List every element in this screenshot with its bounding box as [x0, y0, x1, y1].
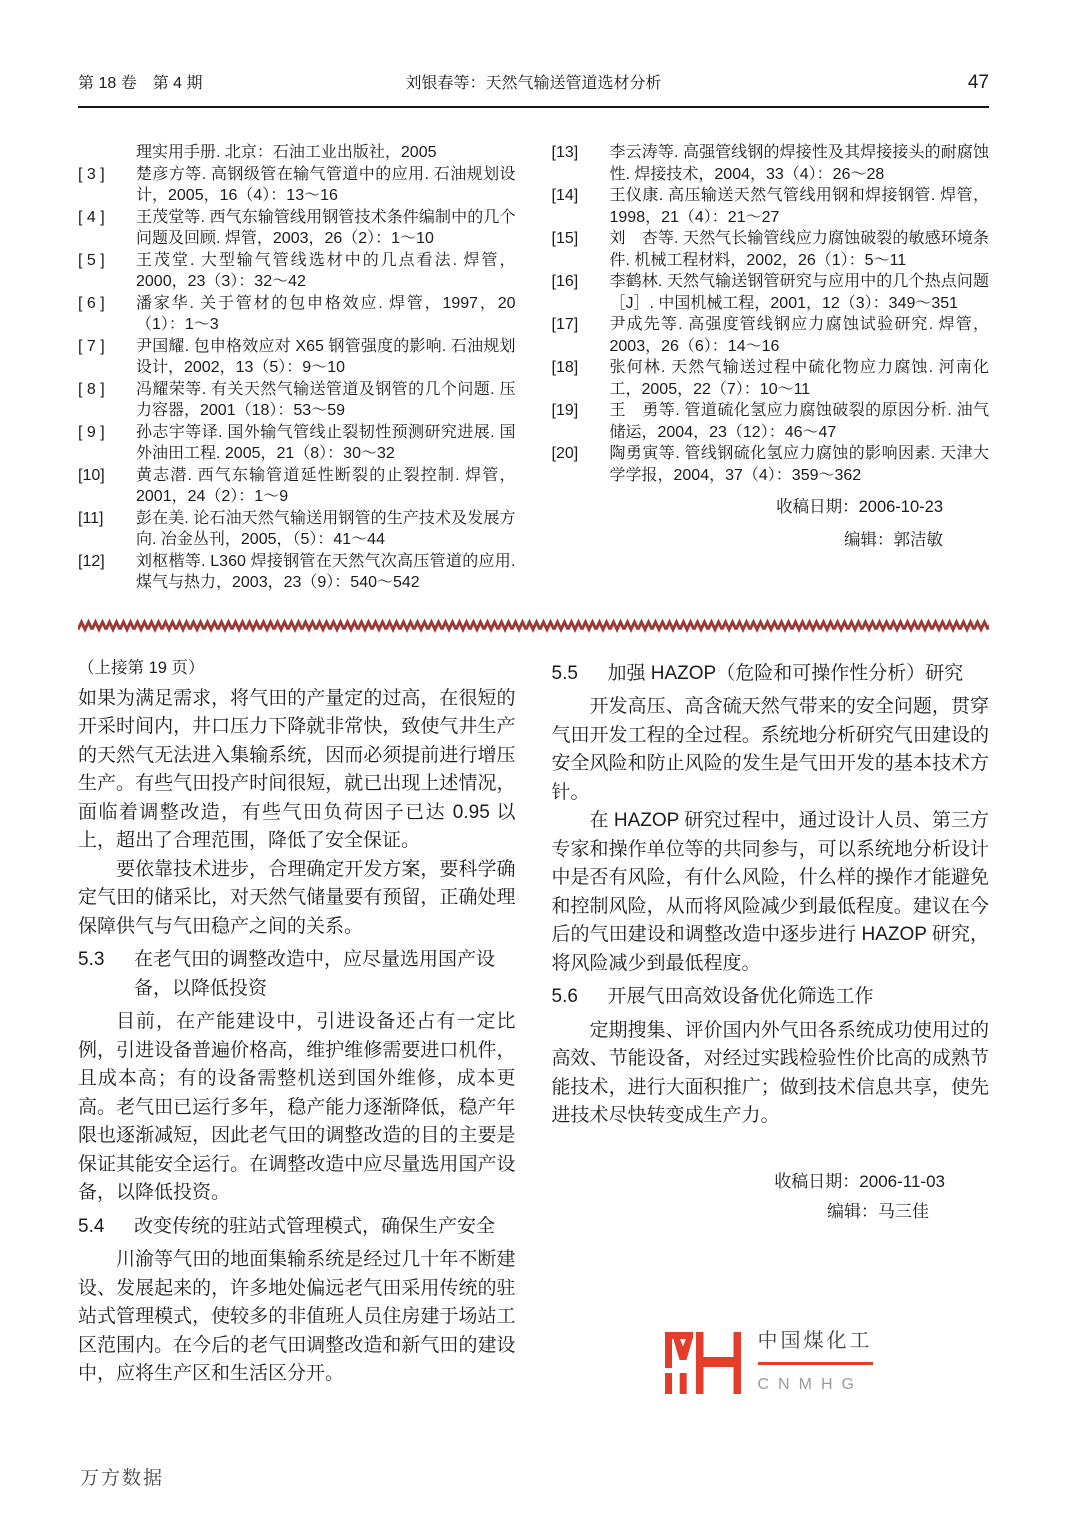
reference-item	[78, 207, 516, 250]
continuation-note: （上接第 19 页）	[78, 658, 205, 677]
reference-label: [ 9 ]	[78, 423, 105, 441]
reference-text: 孙志宇等译. 国外输气管线止裂韧性预测研究进展. 国外油田工程. 2005，21（8）：30～32	[136, 423, 516, 462]
paragraph: 川渝等气田的地面集输系统是经过几十年不断建设、发展起来的，许多地处偏远老气田采用传统的驻站式管理模式，使较多的非值班人员住房建于场站工区范围内。在今后的老气田调整改造和新气田的建设中，应将生产区和生活区分开。	[78, 1249, 516, 1384]
reference-item	[78, 164, 516, 207]
references-right-column	[552, 142, 990, 594]
reference-item	[78, 379, 516, 422]
paragraph: 要依靠技术进步，合理确定开发方案，要科学确定气田的储采比，对天然气储量要有预留，正确处理保障供气与气田稳产之间的关系。	[78, 858, 516, 937]
section-heading-5-5	[552, 660, 990, 689]
reference-label: [20]	[551, 445, 579, 462]
cnmhg-logo-icon	[664, 1332, 742, 1394]
section-title: 开展气田高效设备优化筛选工作	[607, 986, 874, 1007]
reference-item	[78, 465, 516, 508]
section-heading-5-6	[552, 983, 990, 1012]
reference-label: [19]	[551, 402, 579, 419]
section-title: 改变传统的驻站式管理模式，确保生产安全	[134, 1215, 496, 1237]
reference-item	[552, 271, 990, 314]
article-body	[78, 655, 989, 1400]
reference-text: 理实用手册. 北京：石油工业出版社，2005	[136, 144, 437, 161]
section-number: 5.5	[551, 662, 578, 684]
received-date: 收稿日期：2006-10-23	[776, 498, 943, 516]
article-right-column	[552, 655, 990, 1400]
reference-item	[552, 228, 990, 271]
reference-item	[552, 443, 990, 486]
reference-text: 李云涛等. 高强管线钢的焊接性及其焊接接头的耐腐蚀性. 焊接技术，2004，33（4）：26～28	[609, 144, 989, 183]
received-date: 收稿日期：2006-11-03	[774, 1171, 945, 1191]
publisher-name-en: CNMHG	[757, 1376, 863, 1393]
reference-item	[78, 293, 516, 336]
reference-text: 李鹤林. 天然气输送钢管研究与应用中的几个热点问题［J］. 中国机械工程，2001，12（3）：349～351	[609, 273, 989, 312]
reference-label: [ 5 ]	[78, 251, 105, 269]
wavy-divider	[78, 618, 989, 633]
header-rule	[78, 106, 989, 108]
reference-text: 王茂堂等. 西气东输管线用钢管技术条件编制中的几个问题及回顾. 焊管，2003，26（2）：1～10	[136, 208, 516, 247]
editor-name: 编辑：马三佳	[827, 1201, 929, 1221]
paragraph: 定期搜集、评价国内外气田各系统成功使用过的高效、节能设备，对经过实践检验性价比高的成熟节能技术，进行大面积推广；做到技术信息共享，使先进技术尽快转变成生产力。	[551, 1019, 989, 1126]
reference-label: [18]	[551, 359, 579, 376]
article-left-column	[78, 655, 516, 1400]
reference-text: 尹国耀. 包申格效应对 X65 钢管强度的影响. 石油规划设计，2002，13（5）：9～10	[136, 337, 516, 376]
section-heading-5-3	[78, 946, 516, 1003]
reference-label: [11]	[78, 509, 104, 527]
reference-item	[552, 142, 990, 185]
reference-label: [13]	[551, 144, 579, 161]
reference-item	[78, 142, 516, 164]
reference-item	[78, 250, 516, 293]
paragraph: 目前，在产能建设中，引进设备还占有一定比例，引进设备普遍价格高，维护维修需要进口机件，且成本高；有的设备需整机送到国外维修，成本更高。老气田已运行多年，稳产能力逐渐降低，稳产年限也逐渐减短，因此老气田的调整改造的目的主要是保证其能安全运行。在调整改造中应尽量选用国产设备，以降低投资。	[78, 1011, 516, 1203]
wanfang-watermark: 万方数据	[80, 1468, 165, 1489]
editor-name: 编辑：郭洁敏	[844, 530, 943, 549]
reference-text: 张何林. 天然气输送过程中硫化物应力腐蚀. 河南化工，2005，22（7）：10～11	[609, 359, 989, 398]
reference-text: 尹成先等. 高强度管线钢应力腐蚀试验研究. 焊管，2003，26（6）：14～16	[609, 316, 989, 355]
reference-label: [16]	[551, 273, 579, 290]
reference-text: 潘家华. 关于管材的包申格效应. 焊管，1997，20（1）：1～3	[136, 294, 516, 333]
reference-item	[552, 357, 990, 400]
reference-text: 刘枢楷等. L360 焊接钢管在天然气次高压管道的应用. 煤气与热力，2003，23（9）：540～542	[136, 552, 516, 591]
reference-text: 彭在美. 论石油天然气输送用钢管的生产技术及发展方向. 冶金丛刊，2005，（5）：41～44	[136, 509, 516, 548]
reference-label: [ 6 ]	[78, 294, 105, 312]
reference-item	[78, 508, 516, 551]
references-left-column	[78, 142, 516, 594]
reference-item	[552, 185, 990, 228]
reference-item	[552, 400, 990, 443]
paragraph: 如果为满足需求，将气田的产量定的过高，在很短的开采时间内，井口压力下降就非常快，致使气井生产的天然气无法进入集输系统，因而必须提前进行增压生产。有些气田投产时间很短，就已出现上述情况，面临着调整改造，有些气田负荷因子已达 0.95 以上，超出了合理范围，降低了安全保证。	[78, 687, 516, 851]
reference-label: [ 8 ]	[78, 380, 105, 398]
section-title: 加强 HAZOP（危险和可操作性分析）研究	[607, 662, 964, 684]
reference-item	[552, 314, 990, 357]
reference-text: 楚彦方等. 高钢级管在输气管道中的应用. 石油规划设计，2005，16（4）：13～16	[136, 165, 516, 204]
page-header	[78, 70, 989, 94]
reference-item	[78, 551, 516, 594]
publisher-logo	[664, 1327, 990, 1400]
section-heading-5-4	[78, 1213, 516, 1242]
section-number: 5.3	[78, 949, 105, 970]
reference-label: [10]	[78, 466, 105, 484]
reference-item	[78, 422, 516, 465]
section-title: 在老气田的调整改造中，应尽量选用国产设备，以降低投资	[134, 949, 496, 999]
reference-item	[78, 336, 516, 379]
reference-text: 冯耀荣等. 有关天然气输送管道及钢管的几个问题. 压力容器，2001（18）：53～59	[136, 380, 516, 419]
section-number: 5.6	[551, 986, 578, 1007]
reference-label: [ 4 ]	[78, 208, 105, 226]
reference-text: 刘 杏等. 天然气长输管线应力腐蚀破裂的敏感环境条件. 机械工程材料，2002，26（1）：5～11	[609, 230, 989, 269]
paragraph: 开发高压、高含硫天然气带来的安全问题，贯穿气田开发工程的全过程。系统地分析研究气田建设的安全风险和防止风险的发生是气田开发的基本技术方针。	[551, 696, 989, 803]
reference-text: 王仪康. 高压输送天然气管线用钢和焊接钢管. 焊管，1998，21（4）：21～27	[609, 187, 989, 226]
reference-label: [12]	[78, 552, 105, 570]
reference-text: 王茂堂. 大型输气管线选材中的几点看法. 焊管，2000，23（3）：32～42	[136, 251, 516, 290]
publisher-name-cn: 中国煤化工	[758, 1327, 873, 1366]
paragraph: 在 HAZOP 研究过程中，通过设计人员、第三方专家和操作单位等的共同参与，可以系统地分析设计中是否有风险，有什么风险，什么样的操作才能避免和控制风险，从而将风险减少到最低程度。建议在今后的气田建设和调整改造中逐步进行 HAZOP 研究，将风险减少到最低程度。	[551, 810, 989, 974]
reference-label: [15]	[551, 230, 579, 247]
publisher-name	[758, 1327, 873, 1400]
page-number: 47	[967, 72, 989, 93]
reference-text: 黄志潜. 西气东输管道延性断裂的止裂控制. 焊管，2001，24（2）：1～9	[136, 466, 516, 505]
reference-label: [ 7 ]	[78, 337, 105, 355]
running-title: 刘银春等：天然气输送管道选材分析	[405, 75, 662, 92]
reference-label: [ 3 ]	[78, 165, 105, 183]
reference-label: [14]	[551, 187, 579, 204]
reference-label: [17]	[551, 316, 579, 333]
references-section	[78, 142, 989, 594]
volume-issue-label: 第 18 卷 第 4 期	[78, 75, 203, 92]
reference-text: 陶勇寅等. 管线钢硫化氢应力腐蚀的影响因素. 天津大学学报，2004，37（4）：359～362	[609, 445, 989, 484]
reference-text: 王 勇等. 管道硫化氢应力腐蚀破裂的原因分析. 油气储运，2004，23（12）：46～47	[609, 402, 989, 441]
section-number: 5.4	[78, 1215, 105, 1237]
